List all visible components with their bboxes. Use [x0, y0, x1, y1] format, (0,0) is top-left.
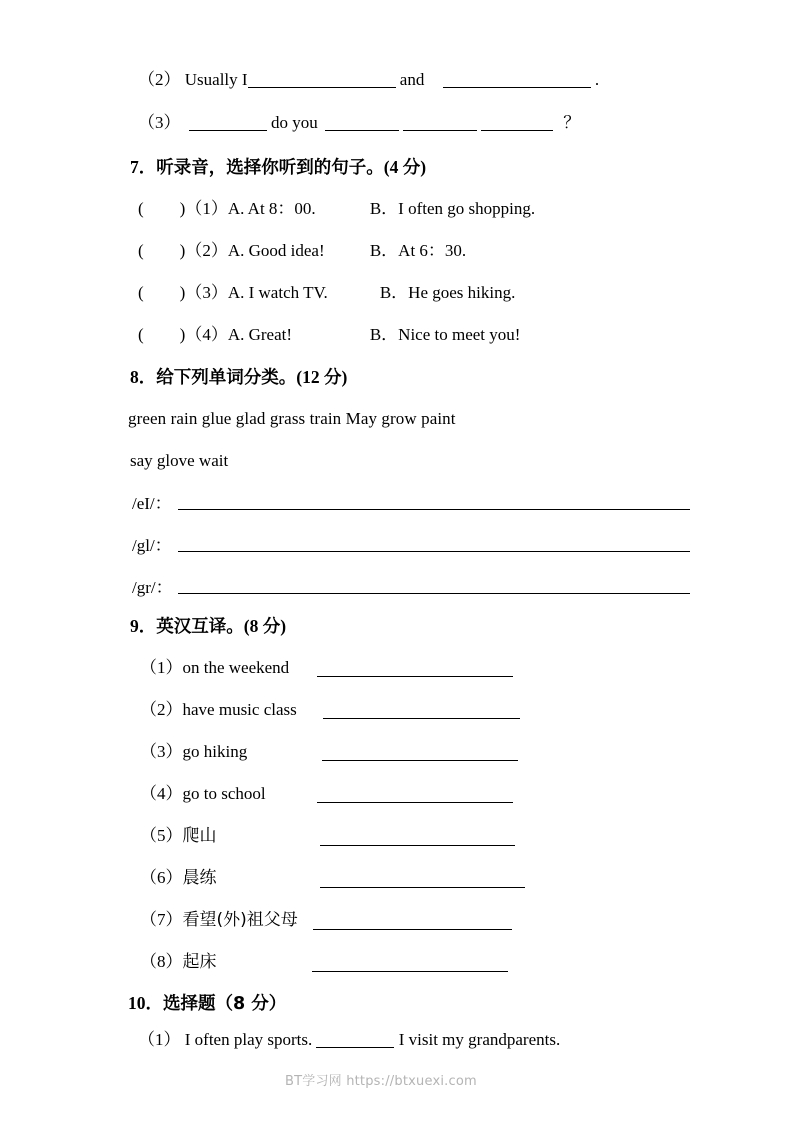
section-9-item-6: [140, 868, 217, 888]
item-number: （2）: [140, 700, 183, 719]
section-9-item-8-blank[interactable]: [312, 971, 508, 972]
choice-bracket-close[interactable]: ): [179, 283, 186, 302]
answer-blank[interactable]: [189, 117, 267, 131]
choice-bracket-open[interactable]: (: [138, 241, 144, 260]
section-8-category-ei-label: /eI/：: [132, 494, 172, 513]
section-8-word-bank-line-1: green rain glue glad grass train May grow paint: [128, 409, 456, 428]
item-prompt: on the weekend: [182, 658, 290, 677]
section-8-category-ei-blank[interactable]: [178, 509, 690, 510]
choice-bracket-open[interactable]: (: [138, 199, 144, 218]
section-number: 9．: [130, 616, 157, 636]
answer-blank[interactable]: [248, 74, 396, 88]
section-7-item-1: [138, 199, 535, 219]
section-8-category-gr-label: /gr/：: [132, 578, 173, 597]
item-number: （1）: [140, 658, 183, 677]
option-a[interactable]: A. Great!: [227, 325, 293, 344]
section-points: （8 分）: [215, 994, 287, 1014]
section-9-item-6-blank[interactable]: [320, 887, 525, 888]
answer-blank[interactable]: [316, 1034, 394, 1048]
section-8-category-gl-label: /gl/：: [132, 536, 172, 555]
item-number: （2）: [185, 241, 228, 260]
item-prompt: 起床: [182, 952, 217, 972]
section-8-word-bank-line-2: say glove wait: [130, 451, 229, 470]
section-7-item-2: [138, 241, 466, 261]
site-watermark: BT学习网 https://btxuexi.com: [285, 1074, 477, 1089]
section-9-item-5: [140, 826, 217, 846]
answer-blank[interactable]: [403, 117, 477, 131]
item-number: （6）: [140, 868, 183, 887]
choice-bracket-close[interactable]: ): [179, 325, 186, 344]
item-text-middle: do you: [271, 113, 318, 132]
item-prompt: go hiking: [182, 742, 248, 761]
option-b[interactable]: B．He goes hiking.: [379, 283, 516, 302]
section-9-item-7-blank[interactable]: [313, 929, 512, 930]
item-prompt: have music class: [182, 700, 297, 719]
section-8-category-gl-blank[interactable]: [178, 551, 690, 552]
answer-blank[interactable]: [325, 117, 399, 131]
choice-bracket-close[interactable]: ): [179, 199, 186, 218]
item-prompt: 爬山: [182, 826, 217, 846]
answer-blank[interactable]: [481, 117, 553, 131]
option-b[interactable]: B．At 6：30.: [369, 241, 467, 260]
option-a[interactable]: A. I watch TV.: [227, 283, 328, 302]
section-9-item-1-blank[interactable]: [317, 676, 513, 677]
section-points: (12 分): [296, 367, 348, 387]
item-number: （3）: [140, 742, 183, 761]
section-9-item-2-blank[interactable]: [323, 718, 520, 719]
item-number: （7）: [140, 910, 183, 929]
section-9-item-5-blank[interactable]: [320, 845, 515, 846]
section-7-item-4: [138, 325, 520, 345]
item-text-after: I visit my grandparents.: [398, 1030, 561, 1049]
section-title: 英汉互译。: [156, 617, 244, 637]
section-number: 10．: [128, 993, 163, 1013]
item-number: （8）: [140, 952, 183, 971]
section-number: 7．: [130, 157, 157, 177]
section-9-heading: [130, 616, 286, 637]
item-text-before: Usually I: [184, 70, 248, 89]
section-8-category-gr-blank[interactable]: [178, 593, 690, 594]
section-8-heading: [130, 367, 347, 388]
item-number: （1）: [185, 199, 228, 218]
item-prompt: go to school: [182, 784, 266, 803]
carryover-item-2: [138, 70, 599, 90]
choice-bracket-close[interactable]: ): [179, 241, 186, 260]
item-text-after: .: [594, 70, 600, 89]
section-points: (4 分): [383, 157, 427, 177]
section-number: 8．: [130, 367, 157, 387]
option-a[interactable]: A. At 8：00.: [227, 199, 316, 218]
option-a[interactable]: A. Good idea!: [227, 241, 325, 260]
item-number: （4）: [185, 325, 228, 344]
section-title: 选择题: [163, 994, 216, 1014]
item-number: （1）: [138, 1030, 181, 1049]
item-text-before: I often play sports.: [184, 1030, 313, 1049]
section-9-item-2: [140, 700, 297, 720]
answer-blank[interactable]: [443, 74, 591, 88]
section-points: (8 分): [243, 616, 287, 636]
item-prompt: 晨练: [182, 868, 217, 888]
carryover-item-3: [138, 113, 580, 133]
section-9-item-7: [140, 910, 298, 930]
choice-bracket-open[interactable]: (: [138, 325, 144, 344]
section-9-item-4: [140, 784, 266, 804]
item-text-middle: and: [399, 70, 425, 89]
item-number: （3）: [138, 113, 181, 132]
item-number: （2）: [138, 70, 181, 89]
section-title: 给下列单词分类。: [156, 368, 297, 388]
section-7-heading: [130, 157, 426, 178]
option-b[interactable]: B．I often go shopping.: [369, 199, 536, 218]
item-number: （3）: [185, 283, 228, 302]
section-9-item-1: [140, 658, 289, 678]
item-number: （4）: [140, 784, 183, 803]
option-b[interactable]: B．Nice to meet you!: [369, 325, 521, 344]
section-9-item-8: [140, 952, 217, 972]
section-9-item-3-blank[interactable]: [322, 760, 518, 761]
section-10-heading: [128, 993, 286, 1014]
section-9-item-4-blank[interactable]: [317, 802, 513, 803]
item-text-after: ？: [563, 113, 581, 132]
section-9-item-3: [140, 742, 247, 762]
choice-bracket-open[interactable]: (: [138, 283, 144, 302]
item-number: （5）: [140, 826, 183, 845]
section-7-item-3: [138, 283, 515, 303]
section-title: 听录音，选择你听到的句子。: [156, 158, 384, 178]
item-prompt: 看望(外)祖父母: [182, 910, 298, 930]
section-10-item-1: [138, 1030, 560, 1050]
